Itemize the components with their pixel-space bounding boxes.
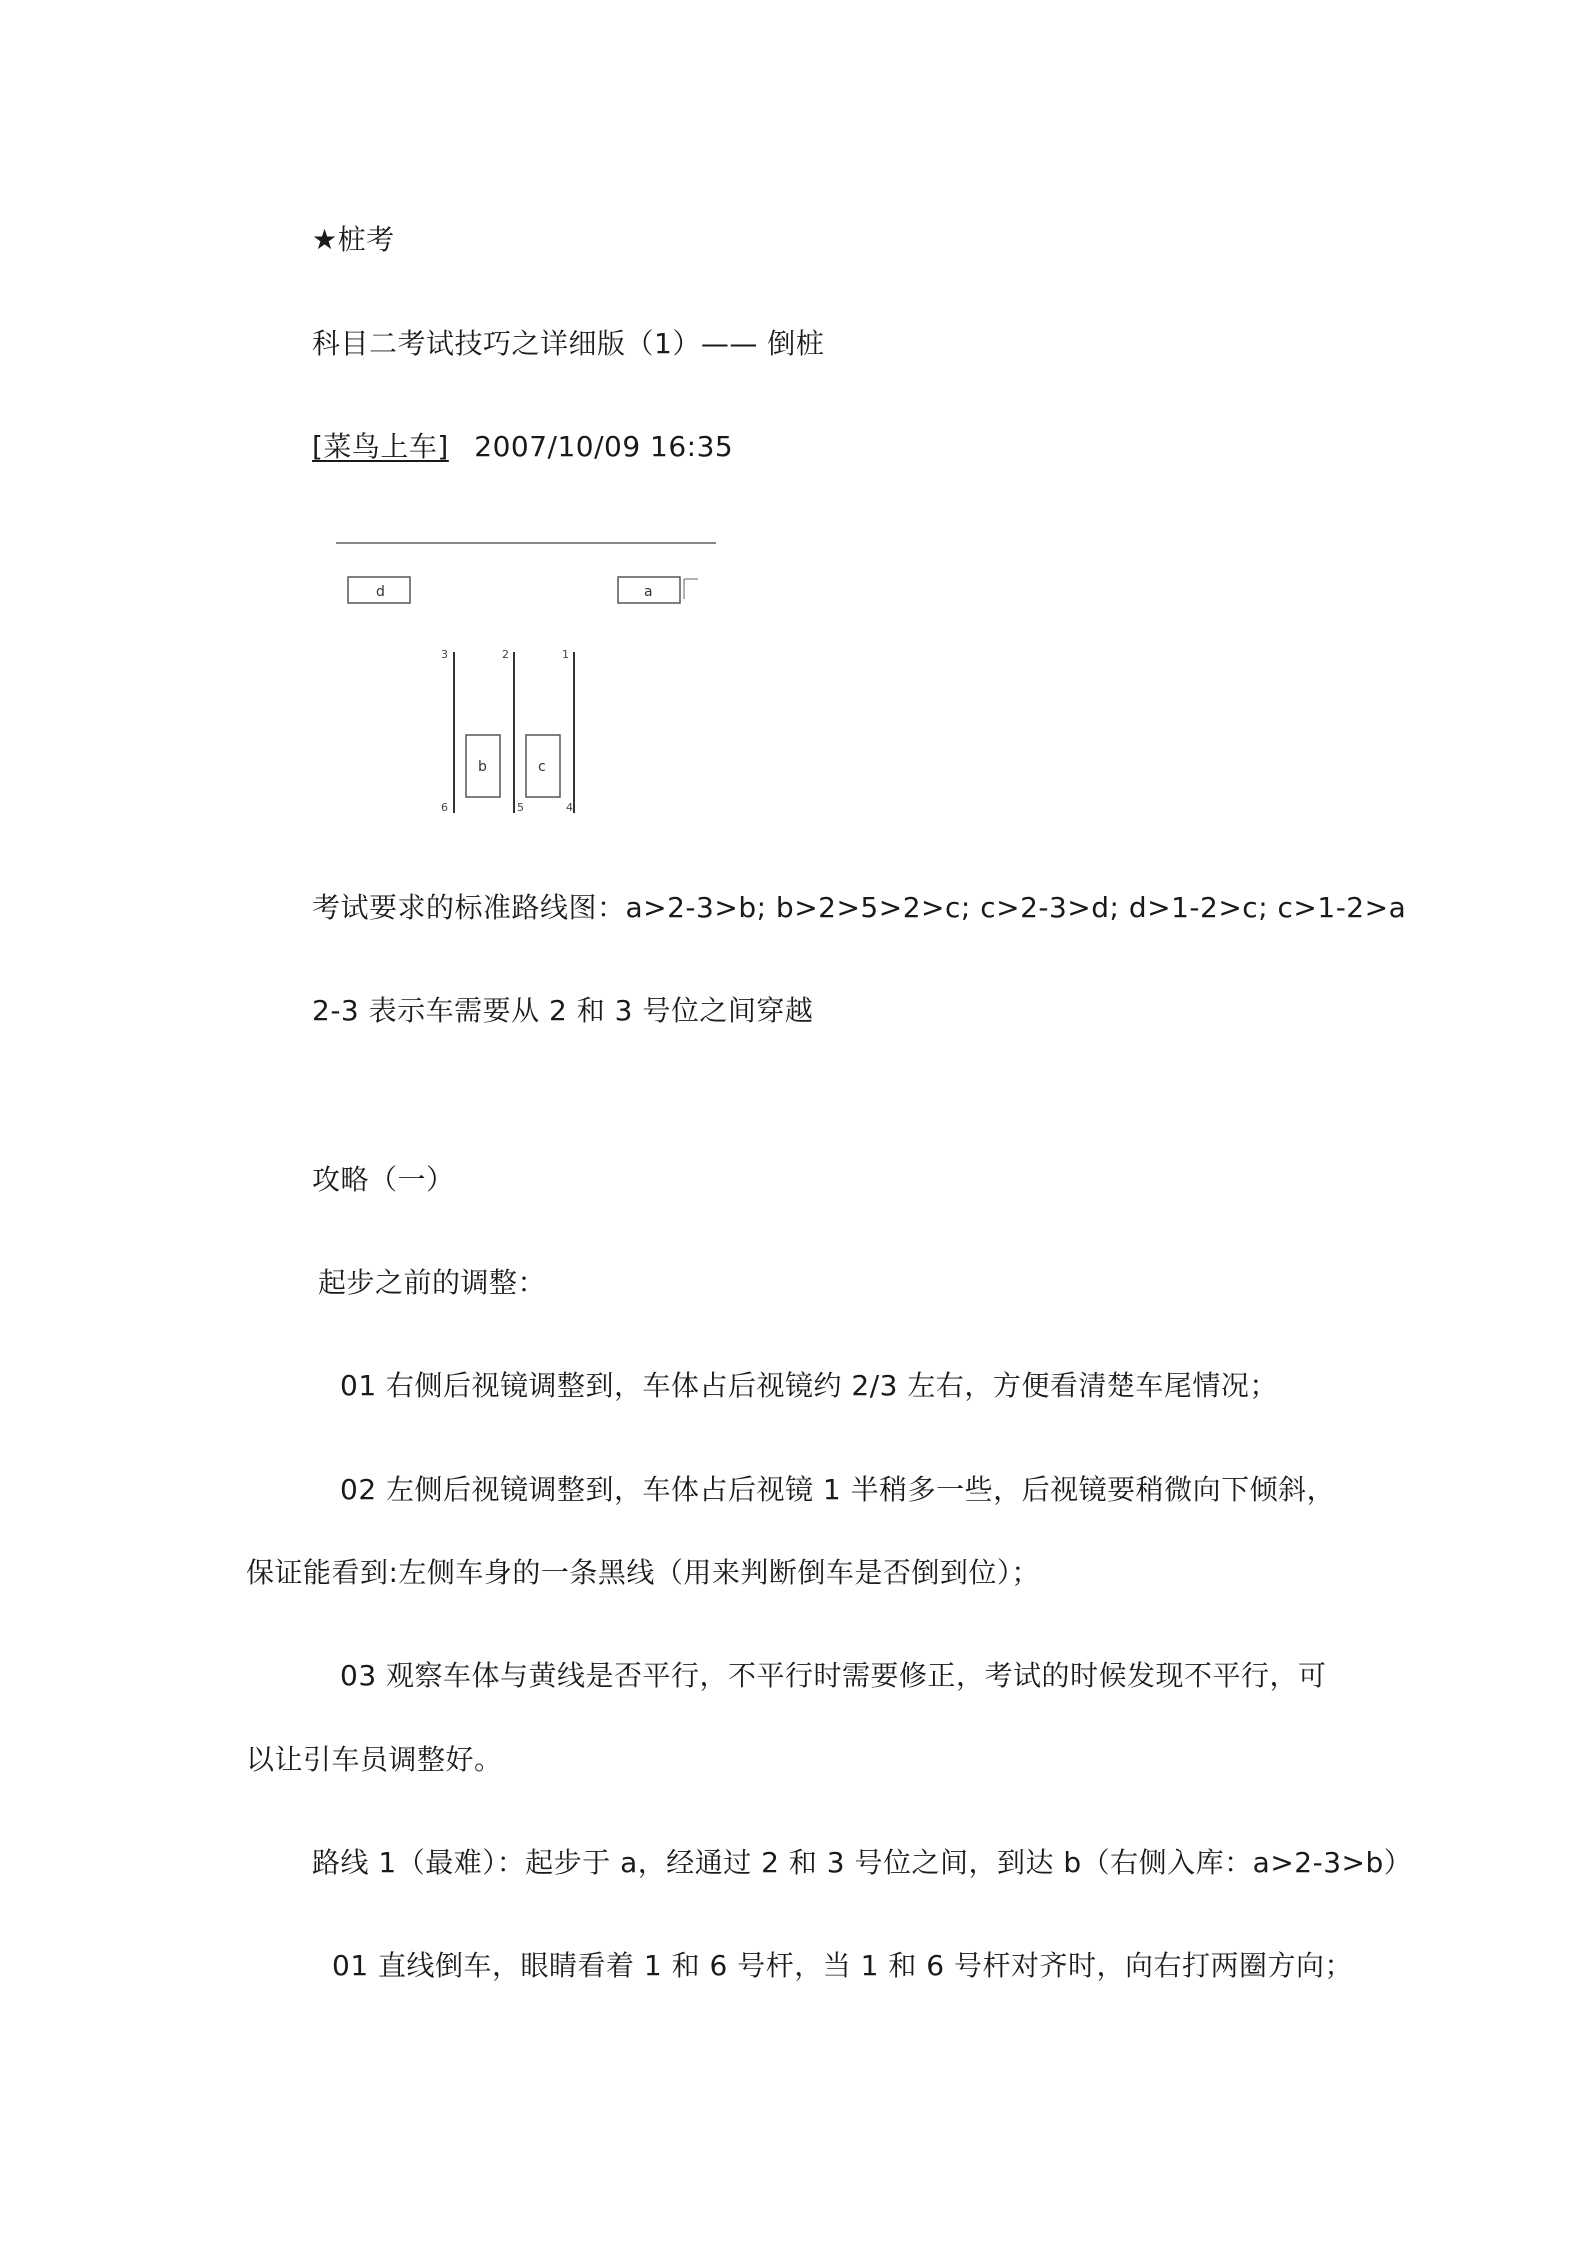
pole-4-label: 4 <box>566 801 573 814</box>
route1-step-01: 01 直线倒车，眼睛看着 1 和 6 号杆，当 1 和 6 号杆对齐时，向右打两圈方向； <box>332 1949 1353 1982</box>
prep-heading: 起步之前的调整： <box>318 1266 547 1299</box>
box-a-label: a <box>644 584 653 600</box>
article-title: 科目二考试技巧之详细版（1）—— 倒桩 <box>312 327 825 360</box>
step-03-cont: 以让引车员调整好。 <box>246 1743 503 1776</box>
section-title: ★桩考 <box>312 223 395 256</box>
box-d-label: d <box>376 584 385 600</box>
pole-6-label: 6 <box>441 801 448 814</box>
step-02-cont: 保证能看到:左侧车身的一条黑线（用来判断倒车是否倒到位）； <box>246 1556 1040 1589</box>
byline <box>312 429 733 465</box>
box-b-label: b <box>478 759 487 775</box>
post-datetime: 2007/10/09 16:35 <box>474 430 734 463</box>
step-01: 01 右侧后视镜调整到，车体占后视镜约 2/3 左右，方便看清楚车尾情况； <box>340 1369 1278 1402</box>
pole-5-label: 5 <box>517 801 524 814</box>
step-03: 03 观察车体与黄线是否平行，不平行时需要修正，考试的时候发现不平行，可 <box>340 1659 1327 1692</box>
route-note: 2-3 表示车需要从 2 和 3 号位之间穿越 <box>312 994 814 1027</box>
route-line: 考试要求的标准路线图：a>2-3>b; b>2>5>2>c; c>2-3>d; d>1-2>c; c>1-2>a <box>312 891 1407 924</box>
pole-1-label: 1 <box>562 648 569 661</box>
author-link[interactable]: [菜鸟上车] <box>312 430 449 463</box>
route1-heading: 路线 1（最难）：起步于 a，经通过 2 和 3 号位之间，到达 b（右侧入库：a>2-3>b） <box>312 1846 1413 1879</box>
parking-course-diagram <box>326 535 726 820</box>
strategy-heading: 攻略（一） <box>312 1163 455 1196</box>
pole-2-label: 2 <box>502 648 509 661</box>
pole-3-label: 3 <box>441 648 448 661</box>
box-c-label: c <box>538 759 546 775</box>
step-02: 02 左侧后视镜调整到，车体占后视镜 1 半稍多一些，后视镜要稍微向下倾斜， <box>340 1473 1336 1506</box>
